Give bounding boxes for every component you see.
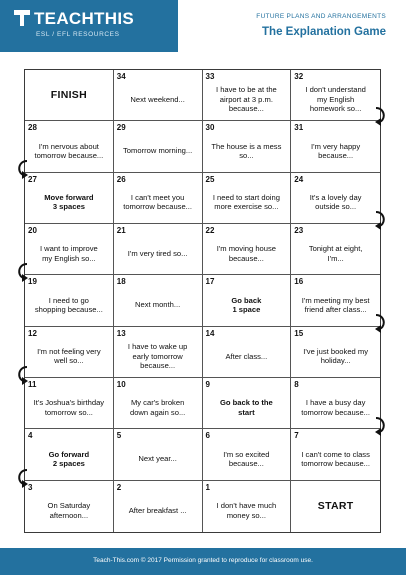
square-text: FINISH: [50, 88, 87, 101]
square-number: 4: [28, 431, 33, 441]
game-board: [24, 69, 381, 533]
square-number: 1: [205, 482, 210, 492]
square-number: 11: [28, 380, 37, 389]
square-number: 25: [205, 174, 215, 184]
brand-logo: [0, 0, 178, 52]
board-square: [203, 429, 292, 480]
board-square: [114, 224, 203, 275]
board-square: [25, 378, 114, 429]
board-square: [25, 429, 114, 480]
square-number: 26: [116, 174, 126, 184]
square-number: 24: [294, 174, 304, 184]
square-text: Go back to the start: [220, 398, 273, 417]
square-number: 12: [28, 328, 37, 338]
direction-arrow-icon: [14, 468, 33, 492]
direction-arrow-icon: [14, 159, 30, 181]
square-text: I've just booked my holiday...: [303, 346, 368, 366]
square-text: Tomorrow morning...: [123, 146, 193, 156]
board-square: [114, 173, 203, 224]
square-number: 5: [116, 431, 122, 441]
square-number: 17: [205, 277, 215, 287]
square-number: 18: [116, 277, 126, 287]
square-number: 33: [205, 72, 215, 81]
board-square: [25, 70, 114, 121]
square-text: Next month...: [135, 300, 181, 310]
board-square: [203, 224, 292, 275]
square-text: It's Joshua's birthday tomorrow so...: [33, 398, 105, 417]
square-text: Tonight at eight, I'm...: [308, 244, 363, 263]
logo-subtext: ESL / EFL RESOURCES: [36, 31, 120, 38]
square-number: 14: [205, 328, 215, 338]
square-number: 19: [28, 277, 37, 287]
board-square: [25, 481, 114, 532]
square-text: I want to improve my English so...: [39, 244, 98, 263]
page-footer: [0, 548, 406, 575]
board-square: [291, 224, 380, 275]
direction-arrow-icon: [373, 106, 389, 128]
square-text: On Saturday afternoon...: [47, 501, 91, 520]
logo-icon: [14, 10, 30, 26]
direction-arrow-icon: [373, 313, 389, 335]
direction-arrow-icon: [14, 365, 30, 387]
square-number: 29: [116, 123, 126, 133]
square-number: 20: [28, 226, 37, 235]
board-square: [291, 173, 380, 224]
square-number: 9: [205, 380, 210, 389]
board-square: [291, 481, 380, 532]
square-text: I need to start doing more exercise so...: [212, 192, 280, 212]
square-text: I don't have much money so...: [216, 501, 277, 520]
board-square: [203, 121, 292, 172]
direction-arrow-icon: [373, 210, 389, 232]
square-text: After class...: [225, 351, 268, 361]
board-square: [291, 327, 380, 378]
square-text: START: [317, 499, 354, 512]
board-square: [291, 275, 380, 326]
square-number: 2: [116, 482, 122, 492]
square-text: Next year...: [138, 454, 177, 464]
board-square: [114, 481, 203, 532]
square-text: I can't come to class tomorrow because...: [301, 449, 371, 468]
square-text: I can't meet you tomorrow because...: [123, 192, 193, 212]
board-square: [25, 224, 114, 275]
square-text: Next weekend...: [130, 94, 185, 104]
square-text: I'm very tired so...: [127, 248, 188, 258]
board-square: [114, 70, 203, 121]
board-square: [203, 378, 292, 429]
square-text: Go forward 2 spaces: [48, 449, 90, 468]
square-text: It's a lovely day outside so...: [309, 192, 362, 212]
square-number: 34: [116, 72, 126, 81]
direction-arrow-icon: [373, 416, 389, 438]
worksheet-topic: FUTURE PLANS AND ARRANGEMENTS: [256, 13, 386, 20]
square-number: 15: [294, 328, 304, 338]
square-text: I'm meeting my best friend after class...: [301, 295, 370, 314]
board-square: [114, 378, 203, 429]
logo-text: TEACHTHIS: [34, 9, 134, 28]
square-number: 8: [294, 380, 299, 389]
square-number: 16: [294, 277, 304, 287]
square-number: 7: [294, 431, 299, 441]
board-square: [114, 121, 203, 172]
square-text: Go back 1 space: [231, 295, 262, 314]
square-text: I don't understand my English homework so...: [305, 85, 366, 114]
square-number: 32: [294, 72, 304, 81]
square-text: I'm moving house because...: [216, 244, 277, 263]
square-number: 28: [28, 123, 37, 133]
square-text: I'm very happy because...: [311, 141, 361, 160]
square-number: 3: [28, 482, 33, 492]
square-number: 23: [294, 226, 304, 235]
square-text: Move forward 3 spaces: [44, 192, 94, 212]
square-text: I have to wake up early tomorrow because...: [127, 342, 188, 371]
square-text: I'm nervous about tomorrow because...: [34, 141, 104, 160]
board-square: [25, 173, 114, 224]
board-square: [114, 429, 203, 480]
square-number: 13: [116, 328, 126, 338]
square-text: My car's broken down again so...: [129, 398, 186, 417]
board-square: [203, 327, 292, 378]
square-number: 30: [205, 123, 215, 133]
board-square: [291, 429, 380, 480]
board-square: [25, 121, 114, 172]
page-header: [0, 0, 406, 52]
board-square: [291, 378, 380, 429]
board-square: [203, 481, 292, 532]
square-text: I'm not feeling very well so...: [37, 346, 101, 366]
square-number: 10: [116, 380, 126, 389]
board-square: [114, 327, 203, 378]
square-text: I have a busy day tomorrow because...: [301, 398, 371, 417]
square-number: 22: [205, 226, 215, 235]
board-square: [25, 275, 114, 326]
square-text: The house is a mess so...: [211, 141, 282, 160]
board-square: [291, 70, 380, 121]
square-text: I have to be at the airport at 3 p.m. because...: [215, 85, 277, 114]
board-square: [114, 275, 203, 326]
direction-arrow-icon: [14, 262, 30, 284]
square-number: 21: [116, 226, 126, 235]
worksheet-title: The Explanation Game: [262, 26, 386, 38]
square-text: I need to go shopping because...: [34, 295, 103, 314]
board-square: [291, 121, 380, 172]
square-text: After breakfast ...: [128, 506, 187, 516]
square-text: I'm so excited because...: [223, 449, 270, 468]
square-number: 31: [294, 123, 304, 133]
footer-copyright: Teach-This.com © 2017 Permission granted to reproduce for classroom use.: [93, 557, 313, 564]
square-number: 6: [205, 431, 210, 441]
board-square: [203, 173, 292, 224]
square-number: 27: [28, 174, 37, 184]
board-square: [25, 327, 114, 378]
board-square: [203, 70, 292, 121]
board-square: [203, 275, 292, 326]
